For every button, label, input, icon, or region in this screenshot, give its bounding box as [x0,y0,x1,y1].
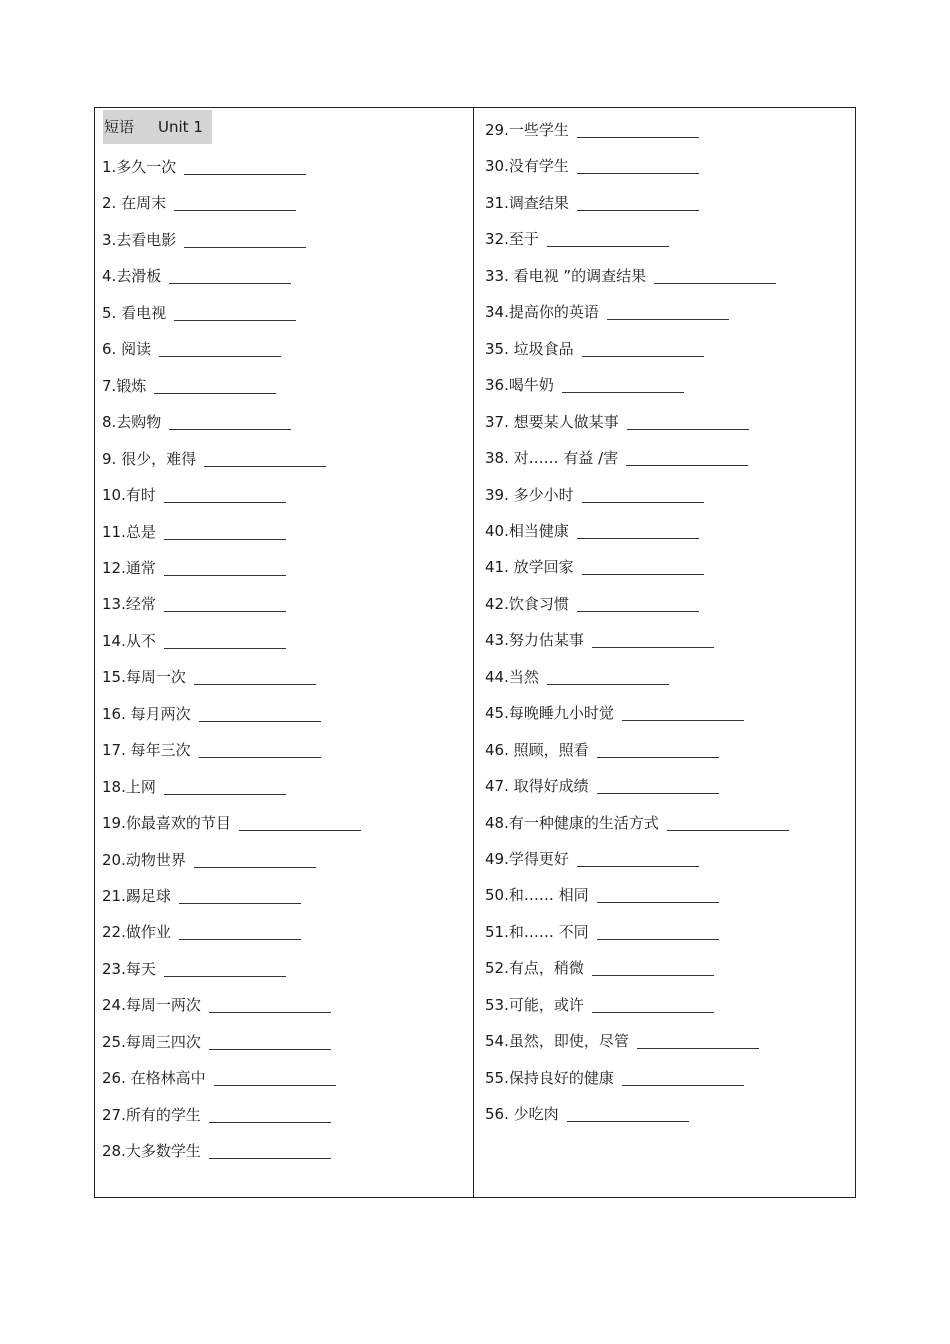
phrase-item [485,373,684,397]
phrase-text: 27.所有的学生 [102,1105,201,1124]
phrase-text: 49.学得更好 [485,850,569,868]
header-unit: Unit 1 [158,117,203,136]
answer-blank[interactable] [209,1158,331,1159]
phrase-text: 22.做作业 [102,923,171,942]
answer-blank[interactable] [637,1048,759,1049]
phrase-text: 50.和…… 相同 [485,886,589,905]
phrase-text: 13.经常 [102,595,156,614]
answer-blank[interactable] [174,320,296,321]
phrase-text: 12.通常 [102,558,156,577]
phrase-text: 46. 照顾，照看 [485,740,589,759]
phrase-item [485,1029,759,1053]
phrase-item [485,592,699,616]
answer-blank[interactable] [582,574,704,575]
answer-blank[interactable] [577,137,699,138]
phrase-item [102,993,331,1017]
phrase-item [102,264,291,288]
phrase-item [485,300,729,324]
answer-blank[interactable] [164,575,286,576]
phrase-text: 32.至于 [485,230,539,249]
phrase-item [102,1030,331,1054]
answer-blank[interactable] [164,539,286,540]
phrase-item [485,191,699,215]
phrase-text: 26. 在格林高中 [102,1069,206,1088]
answer-blank[interactable] [597,793,719,794]
phrase-text: 43.努力估某事 [485,631,584,650]
answer-blank[interactable] [597,902,719,903]
phrase-text: 33. 看电视 ”的调查结果 [485,266,647,285]
phrase-text: 54.虽然，即使，尽管 [485,1032,629,1051]
answer-blank[interactable] [164,611,286,612]
phrase-item [102,848,316,872]
answer-blank[interactable] [582,356,704,357]
phrase-text: 24.每周一两次 [102,996,201,1015]
phrase-text: 15.每周一次 [102,668,186,687]
answer-blank[interactable] [626,465,748,466]
answer-blank[interactable] [194,867,316,868]
phrase-text: 25.每周三四次 [102,1032,201,1051]
phrase-text: 36.喝牛奶 [485,376,554,395]
phrase-item [102,957,286,981]
phrase-text: 42.饮食习惯 [485,594,569,613]
phrase-item [485,993,714,1017]
phrase-text: 9. 很少，难得 [102,449,197,468]
phrase-text: 38. 对…… 有益 /害 [485,449,619,468]
answer-blank[interactable] [577,611,699,612]
answer-blank[interactable] [627,429,749,430]
phrase-item [102,1139,331,1163]
section-header [103,110,212,144]
answer-blank[interactable] [164,502,286,503]
answer-blank[interactable] [607,319,729,320]
phrase-text: 44.当然 [485,667,539,686]
phrase-item [102,665,316,689]
phrase-text: 4.去滑板 [102,267,162,286]
answer-blank[interactable] [577,173,699,174]
phrase-text: 18.上网 [102,777,156,796]
phrase-item [485,811,789,835]
answer-blank[interactable] [592,647,714,648]
answer-blank[interactable] [667,830,789,831]
answer-blank[interactable] [567,1121,689,1122]
phrase-item [102,1103,331,1127]
answer-blank[interactable] [164,794,286,795]
phrase-item [102,775,286,799]
phrase-item [485,665,669,689]
phrase-item [485,118,699,142]
phrase-item [102,447,326,471]
answer-blank[interactable] [654,283,776,284]
phrase-text: 16. 每月两次 [102,704,191,723]
answer-blank[interactable] [547,684,669,685]
answer-blank[interactable] [622,1085,744,1086]
phrase-item [485,555,704,579]
phrase-item [102,592,286,616]
phrase-item [102,884,301,908]
phrase-item [102,738,321,762]
phrase-item [485,446,748,470]
phrase-item [102,337,281,361]
phrase-text: 47. 取得好成绩 [485,777,589,796]
phrase-item [485,227,669,251]
phrase-text: 52.有点，稍微 [485,959,584,978]
phrase-text: 6. 阅读 [102,340,152,359]
column-divider [473,107,474,1198]
phrase-item [485,519,699,543]
phrase-item [102,483,286,507]
phrase-item [485,628,714,652]
phrase-item [102,520,286,544]
phrase-item [485,1066,744,1090]
phrase-item [102,155,306,179]
phrase-item [485,956,714,980]
phrase-item [102,191,296,215]
answer-blank[interactable] [592,1012,714,1013]
phrase-item [485,337,704,361]
answer-blank[interactable] [622,720,744,721]
phrase-text: 41. 放学回家 [485,558,574,577]
phrase-text: 35. 垃圾食品 [485,339,574,358]
answer-blank[interactable] [194,684,316,685]
phrase-item [102,629,286,653]
phrase-item [485,1102,689,1126]
phrase-text: 31.调查结果 [485,193,569,212]
phrase-text: 37. 想要某人做某事 [485,412,619,431]
phrase-text: 2. 在周末 [102,194,167,213]
answer-blank[interactable] [184,174,306,175]
phrase-text: 7.锻炼 [102,376,147,395]
phrase-item [102,702,321,726]
phrase-text: 19.你最喜欢的节目 [102,814,231,833]
phrase-item [485,264,776,288]
answer-blank[interactable] [577,538,699,539]
phrase-text: 53.可能，或许 [485,995,584,1014]
answer-blank[interactable] [597,757,719,758]
phrase-text: 8.去购物 [102,413,162,432]
answer-blank[interactable] [209,1049,331,1050]
answer-blank[interactable] [184,247,306,248]
answer-blank[interactable] [592,975,714,976]
answer-blank[interactable] [577,210,699,211]
answer-blank[interactable] [214,1085,336,1086]
phrase-item [485,847,699,871]
answer-blank[interactable] [174,210,296,211]
answer-blank[interactable] [577,866,699,867]
phrase-item [485,774,719,798]
phrase-text: 30.没有学生 [485,157,569,176]
phrase-text: 17. 每年三次 [102,741,191,760]
phrase-text: 48.有一种健康的生活方式 [485,813,659,832]
phrase-text: 10.有时 [102,486,156,505]
phrase-item [102,556,286,580]
phrase-item [485,738,719,762]
answer-blank[interactable] [562,392,684,393]
phrase-item [102,1066,336,1090]
phrase-text: 45.每晚睡九小时觉 [485,704,614,723]
phrase-item [485,483,704,507]
phrase-item [102,410,291,434]
phrase-text: 29.一些学生 [485,121,569,139]
phrase-item [102,301,296,325]
phrase-item [485,410,749,434]
phrase-item [485,883,719,907]
phrase-item [485,701,744,725]
answer-blank[interactable] [597,939,719,940]
phrase-text: 5. 看电视 [102,303,167,322]
phrase-text: 3.去看电影 [102,230,177,249]
answer-blank[interactable] [199,757,321,758]
answer-blank[interactable] [582,502,704,503]
answer-blank[interactable] [199,721,321,722]
answer-blank[interactable] [179,903,301,904]
phrase-item [102,920,301,944]
phrase-text: 34.提高你的英语 [485,303,599,322]
phrase-item [102,374,276,398]
phrase-item [102,228,306,252]
answer-blank[interactable] [179,939,301,940]
phrase-text: 28.大多数学生 [102,1142,201,1161]
answer-blank[interactable] [204,466,326,467]
phrase-text: 11.总是 [102,522,156,541]
phrase-text: 40.相当健康 [485,521,569,540]
phrase-text: 23.每天 [102,959,156,978]
answer-blank[interactable] [159,356,281,357]
answer-blank[interactable] [164,976,286,977]
phrase-text: 39. 多少小时 [485,485,574,504]
header-title: 短语 [104,117,135,136]
phrase-text: 51.和…… 不同 [485,922,589,941]
phrase-text: 55.保持良好的健康 [485,1068,614,1087]
answer-blank[interactable] [239,830,361,831]
phrase-text: 56. 少吃肉 [485,1105,559,1124]
phrase-item [485,920,719,944]
phrase-text: 21.踢足球 [102,887,171,905]
answer-blank[interactable] [169,283,291,284]
phrase-item [485,154,699,178]
answer-blank[interactable] [154,393,276,394]
phrase-item [102,811,361,835]
phrase-text: 20.动物世界 [102,850,186,869]
answer-blank[interactable] [209,1122,331,1123]
answer-blank[interactable] [169,429,291,430]
answer-blank[interactable] [164,648,286,649]
phrase-text: 14.从不 [102,631,156,650]
answer-blank[interactable] [209,1012,331,1013]
phrase-text: 1.多久一次 [102,158,177,176]
answer-blank[interactable] [547,246,669,247]
